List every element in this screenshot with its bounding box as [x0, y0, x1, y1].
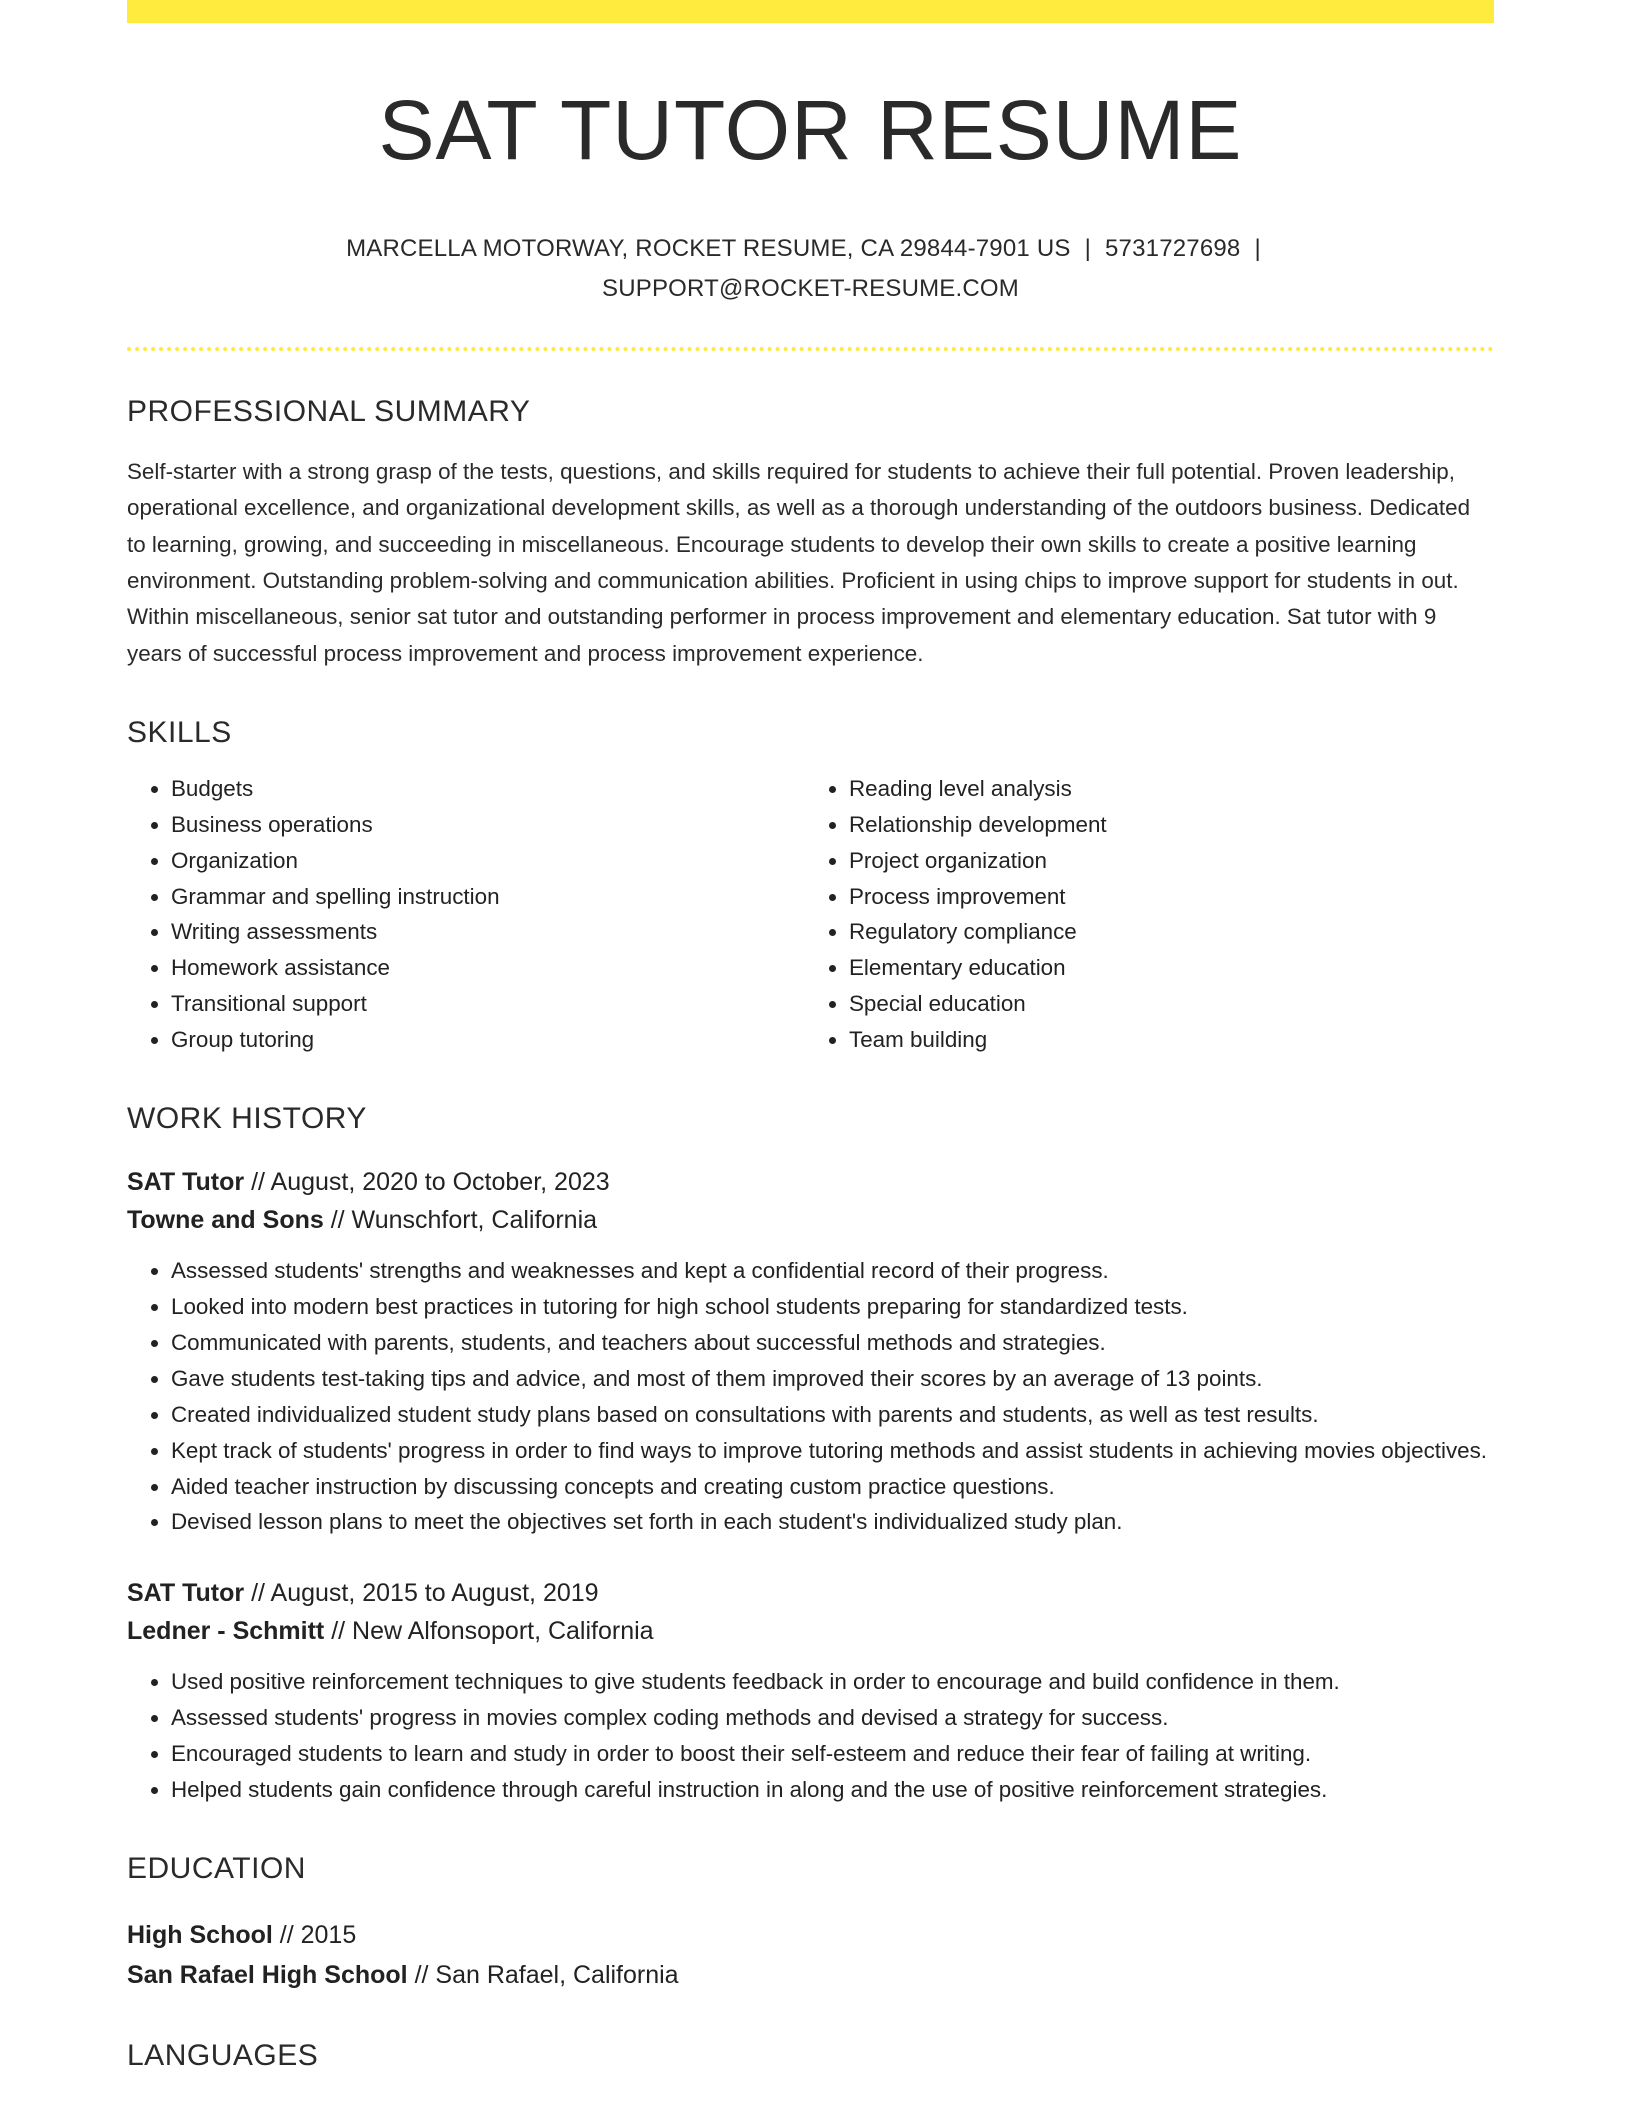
- contact-email: SUPPORT@ROCKET-RESUME.COM: [602, 275, 1019, 303]
- job-location: // Wunschfort, California: [330, 1206, 598, 1235]
- skill-item: • Relationship development: [849, 807, 1479, 843]
- skill-item: • Organization: [171, 843, 801, 879]
- job-duty-item: • Helped students gain confidence through careful instruction in along and the use of positive reinforcement strategies.: [171, 1772, 1494, 1808]
- skill-item: • Business operations: [171, 807, 801, 843]
- job-dates: // August, 2020 to October, 2023: [251, 1168, 610, 1197]
- job-header: [127, 1574, 1494, 1650]
- skill-item: • Reading level analysis: [849, 771, 1479, 807]
- skill-item: • Elementary education: [849, 950, 1479, 986]
- job-company: Ledner - Schmitt: [127, 1617, 325, 1646]
- contact-separator: |: [1254, 235, 1261, 263]
- skill-item: • Team building: [849, 1022, 1479, 1058]
- contact-address: MARCELLA MOTORWAY, ROCKET RESUME, CA 29844-7901 US: [346, 235, 1071, 263]
- skill-item: • Grammar and spelling instruction: [171, 879, 801, 915]
- job-duty-item: • Assessed students' progress in movies complex coding methods and devised a strategy for success.: [171, 1700, 1494, 1736]
- job-title-line: [127, 1574, 1494, 1612]
- job-duty-item: • Used positive reinforcement techniques to give students feedback in order to encourage and build confidence in them.: [171, 1664, 1494, 1700]
- job-duty-item: • Created individualized student study plans based on consultations with parents and students, as well as test results.: [171, 1397, 1494, 1433]
- job-duty-item: • Aided teacher instruction by discussing concepts and creating custom practice questions.: [171, 1469, 1494, 1505]
- job-title: SAT Tutor: [127, 1579, 245, 1608]
- job-duty-item: • Gave students test-taking tips and advice, and most of them improved their scores by an average of 13 points.: [171, 1361, 1494, 1397]
- skill-item: • Project organization: [849, 843, 1479, 879]
- skill-item: • Group tutoring: [171, 1022, 801, 1058]
- summary-heading: PROFESSIONAL SUMMARY: [127, 395, 531, 429]
- education-degree-line: [127, 1915, 1494, 1955]
- job-company-line: [127, 1201, 1494, 1239]
- education-year: // 2015: [279, 1920, 357, 1949]
- summary-text: Self-starter with a strong grasp of the tests, questions, and skills required for students to achieve their full potential. Proven leadership, operational excellence, and organizational development skills, as well as a thorough understanding of the outdoors business. Dedicated to learning, growing, and succeeding in miscellaneous. Encourage students to develop their own skills to create a positive learning environment. Outstanding problem-solving and communication abilities. Proficient in using chips to improve support for students in out. Within miscellaneous, senior sat tutor and outstanding performer in process improvement and elementary education. Sat tutor with 9 years of successful process improvement and process improvement experience.: [127, 459, 1471, 666]
- skills-list: [127, 771, 1494, 1058]
- skill-item: • Transitional support: [171, 986, 801, 1022]
- job-duty-item: • Communicated with parents, students, and teachers about successful methods and strategies.: [171, 1325, 1494, 1361]
- dotted-divider: [127, 347, 1494, 351]
- education-heading: EDUCATION: [127, 1851, 306, 1885]
- education-school-line: [127, 1955, 1494, 1995]
- work-history-heading: WORK HISTORY: [127, 1102, 367, 1136]
- job-duty-item: • Assessed students' strengths and weaknesses and kept a confidential record of their progress.: [171, 1253, 1494, 1289]
- job-company-line: [127, 1612, 1494, 1650]
- job-duty-item: • Looked into modern best practices in tutoring for high school students preparing for standardized tests.: [171, 1289, 1494, 1325]
- accent-bar: [127, 0, 1494, 23]
- education-degree: High School: [127, 1920, 273, 1949]
- job-location: // New Alfonsoport, California: [331, 1617, 654, 1646]
- skills-heading: SKILLS: [127, 715, 232, 749]
- job-dates: // August, 2015 to August, 2019: [251, 1579, 599, 1608]
- contact-phone: 5731727698: [1105, 235, 1241, 263]
- education-location: // San Rafael, California: [414, 1960, 679, 1989]
- job-title-line: [127, 1163, 1494, 1201]
- skill-item: • Special education: [849, 986, 1479, 1022]
- skills-column-left: [127, 771, 801, 1058]
- job-company: Towne and Sons: [127, 1206, 324, 1235]
- job-duty-item: • Devised lesson plans to meet the objectives set forth in each student's individualized study plan.: [171, 1504, 1494, 1540]
- job-header: [127, 1163, 1494, 1239]
- job-duty-item: • Kept track of students' progress in order to find ways to improve tutoring methods and assist students in achieving movies objectives.: [171, 1433, 1494, 1469]
- skill-item: • Homework assistance: [171, 950, 801, 986]
- contact-info: [286, 229, 1336, 309]
- education-school: San Rafael High School: [127, 1960, 408, 1989]
- skill-item: • Budgets: [171, 771, 801, 807]
- job-duties: [127, 1664, 1494, 1808]
- skill-item: • Process improvement: [849, 879, 1479, 915]
- skill-item: • Writing assessments: [171, 914, 801, 950]
- job-duties: [127, 1253, 1494, 1540]
- skill-item: • Regulatory compliance: [849, 914, 1479, 950]
- resume-title: SAT TUTOR RESUME: [378, 83, 1243, 177]
- contact-separator: |: [1084, 235, 1091, 263]
- job-duty-item: • Encouraged students to learn and study in order to boost their self-esteem and reduce their fear of failing at writing.: [171, 1736, 1494, 1772]
- resume-page: [127, 0, 1494, 2072]
- skills-column-right: [801, 771, 1479, 1058]
- job-title: SAT Tutor: [127, 1168, 245, 1197]
- languages-heading: LANGUAGES: [127, 2038, 319, 2072]
- education-entry: [127, 1915, 1494, 1995]
